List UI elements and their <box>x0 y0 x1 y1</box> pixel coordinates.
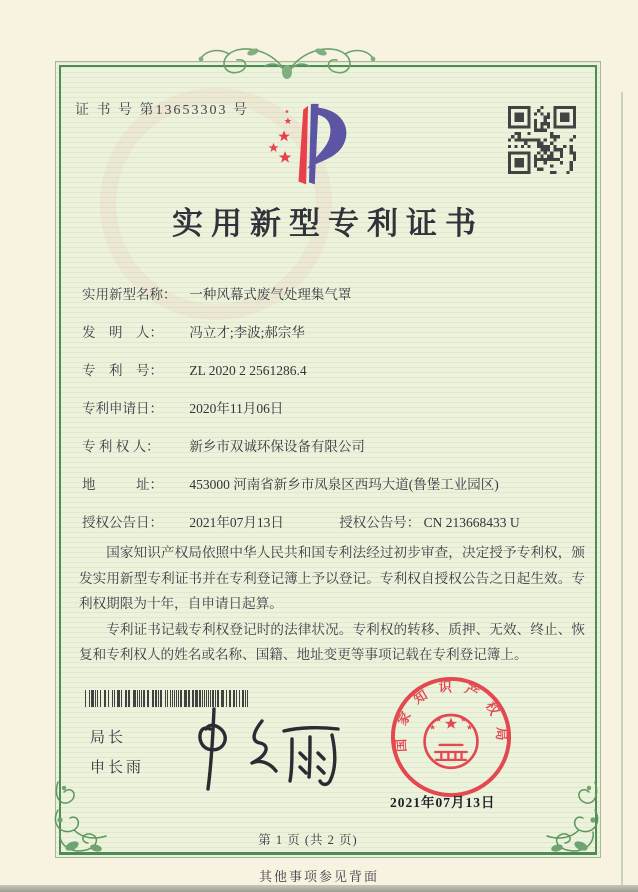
seal-text: 国家知识产权局 <box>392 679 510 753</box>
legal-paragraph-2: 专利证书记载专利权登记时的法律状况。专利权的转移、质押、无效、终止、恢复和专利权人的姓名或名称、国籍、地址变更等事项记载在专利登记簿上。 <box>79 621 585 662</box>
field-row-address <box>82 473 499 493</box>
field-label: 专利申请日： <box>82 401 163 416</box>
field-value: 2020年11月06日 <box>189 401 284 416</box>
field-value: 新乡市双诚环保设备有限公司 <box>189 439 365 454</box>
field-value: ZL 2020 2 2561286.4 <box>189 363 307 378</box>
signer-title: 局长 <box>90 730 127 746</box>
cnipa-official-seal <box>385 671 517 803</box>
floral-ornament-top-icon <box>193 38 381 86</box>
field-label: 实用新型名称： <box>82 287 177 302</box>
seal-date: 2021年07月13日 <box>390 795 496 810</box>
field-row-name <box>82 283 351 303</box>
field-row-inventors <box>82 321 305 341</box>
certificate-number: 证 书 号 第13653303 号 <box>75 103 249 118</box>
back-side-note: 其他事项参见背面 <box>258 869 379 884</box>
field-label: 地 址： <box>82 477 163 492</box>
field-value: 一种风幕式废气处理集气罩 <box>189 287 352 302</box>
national-emblem-icon <box>425 715 478 768</box>
grant-date-value: 2021年07月13日 <box>189 515 284 530</box>
scan-page-edge <box>621 92 623 892</box>
page-number: 第 1 页 (共 2 页) <box>258 833 358 847</box>
field-row-patent-number <box>82 359 307 379</box>
qr-code-icon <box>508 106 576 174</box>
field-row-patentee <box>82 435 365 455</box>
legal-text <box>79 540 585 668</box>
signer-name: 申长雨 <box>90 760 145 776</box>
commissioner-signature <box>180 697 350 797</box>
field-label: 发 明 人： <box>82 325 163 340</box>
field-row-grant <box>82 511 520 531</box>
scan-bottom-edge <box>0 885 638 892</box>
field-row-filing-date <box>82 397 283 417</box>
logo-stars <box>269 109 292 162</box>
field-label: 专 利 号： <box>82 363 163 378</box>
field-value: 冯立才;李波;郝宗华 <box>189 325 305 340</box>
field-label: 专 利 权 人： <box>82 439 160 454</box>
legal-paragraph-1: 国家知识产权局依照中华人民共和国专利法经过初步审查，决定授予专利权，颁发实用新型专利证书并在专利登记簿上予以登记。专利权自授权公告之日起生效。专利权期限为十年，自申请日起算。 <box>79 545 585 611</box>
grant-number-value: CN 213668433 U <box>423 515 520 530</box>
grant-number-label: 授权公告号： <box>339 515 421 530</box>
grant-date-label: 授权公告日： <box>82 515 163 530</box>
field-value: 453000 河南省新乡市凤泉区西玛大道(鲁堡工业园区) <box>189 477 499 492</box>
cnipa-logo-icon <box>261 100 357 192</box>
certificate-title: 实用新型专利证书 <box>172 206 484 241</box>
